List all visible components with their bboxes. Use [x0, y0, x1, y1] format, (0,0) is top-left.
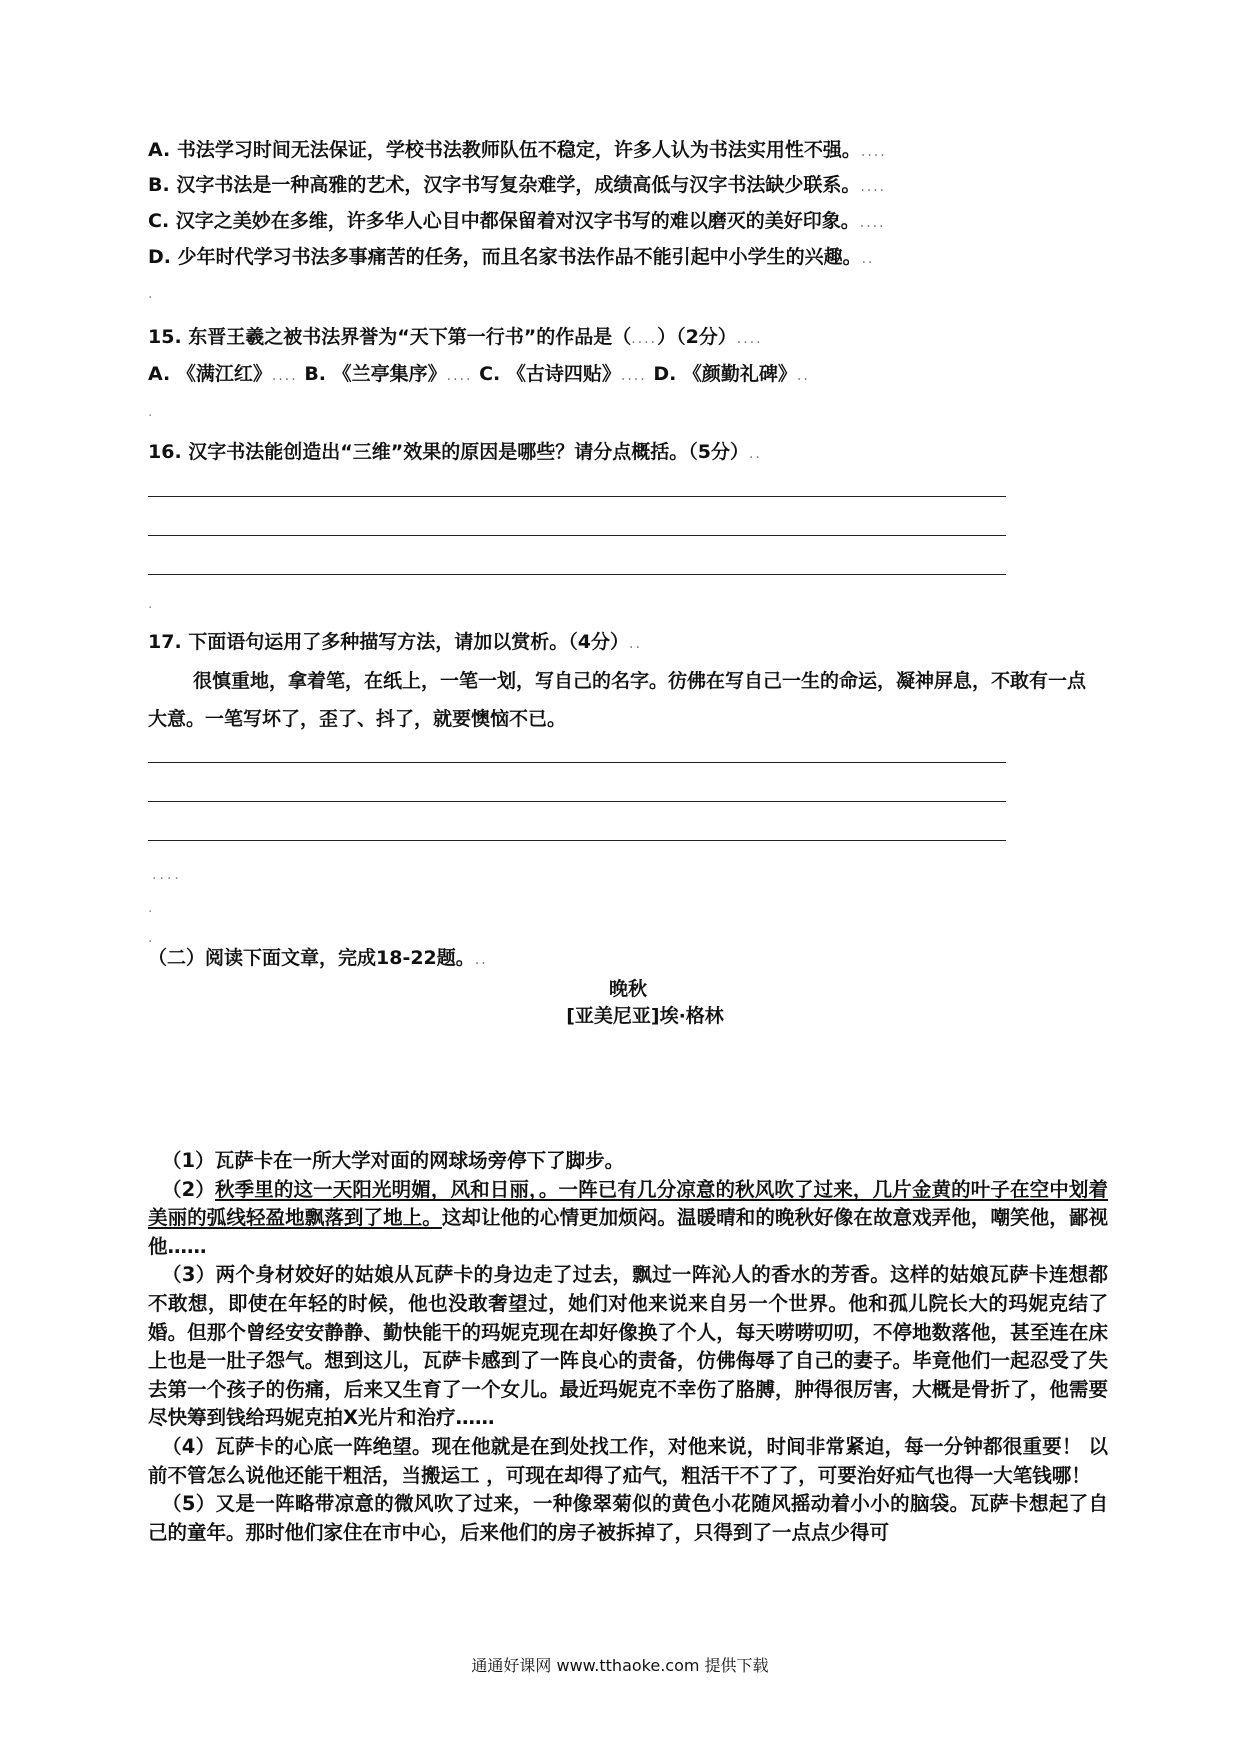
q16-answer-line-1[interactable]: [148, 496, 1006, 497]
q15-option-c: C. 《古诗四贴》....: [479, 363, 647, 385]
article-title: 晚秋: [608, 978, 647, 1000]
article-body: [148, 1147, 1108, 1547]
trail-dots: ..: [861, 251, 875, 267]
trail-dots: ....: [859, 215, 886, 231]
article-paragraph-4: （4）瓦萨卡的心底一阵绝望。现在他就是在到处找工作，对他来说，时间非常紧迫，每一分钟都很重要！ 以前不管怎么说他还能干粗活，当搬运工 ，可现在却得了疝气，粗活干不了了，可要治好疝气也得一大笔钱哪！: [148, 1434, 1108, 1487]
trail-dots: ..: [629, 636, 642, 652]
q14-option-a: A. 书法学习时间无法保证，学校书法教师队伍不稳定，许多人认为书法实用性不强。....: [148, 139, 887, 161]
stray-mark: .: [148, 286, 153, 302]
section-heading: （二）阅读下面文章，完成18-22题。..: [148, 947, 488, 969]
stray-mark: .: [148, 930, 153, 946]
trail-dots: ....: [860, 179, 887, 195]
stray-mark: .: [148, 900, 153, 916]
q15-option-a: A. 《满江红》....: [148, 363, 298, 385]
q15-options: [148, 362, 810, 388]
trail-dots: ....: [860, 144, 887, 160]
footer-source: 通通好课网 www.tthaoke.com 提供下载: [471, 1656, 769, 1675]
q17-passage: 很慎重地，拿着笔，在纸上，一笔一划，写自己的名字。彷佛在写自己一生的命运，凝神屏息，不敢有一点大意。一笔写坏了，歪了、抖了，就要懊恼不已。: [148, 670, 1087, 730]
q14-option-d: D. 少年时代学习书法多事痛苦的任务，而且名家书法作品不能引起中小学生的兴趣。..: [148, 246, 875, 268]
q14-option-c: C. 汉字之美妙在多维，许多华人心目中都保留着对汉字书写的难以磨灭的美好印象。....: [148, 210, 886, 232]
q16-answer-line-2[interactable]: [148, 535, 1006, 536]
stray-mark: .: [148, 404, 153, 420]
q17-answer-line-1[interactable]: [148, 762, 1006, 763]
q15-option-d: D. 《颜勤礼碑》..: [653, 363, 810, 385]
trail-dots: ..: [474, 952, 488, 968]
q17-answer-line-2[interactable]: [148, 801, 1006, 802]
article-paragraph-1: （1）瓦萨卡在一所大学对面的网球场旁停下了脚步。: [162, 1149, 625, 1172]
stray-mark: .: [148, 596, 153, 612]
q15-option-b: B. 《兰亭集序》....: [304, 363, 473, 385]
q16-prompt: 16. 汉字书法能创造出“三维”效果的原因是哪些？请分点概括。（5分）..: [148, 441, 762, 463]
q15-prompt: 15. 东晋王羲之被书法界誉为“天下第一行书”的作品是（....）（2分）....: [148, 326, 763, 348]
trail-dots: ....: [736, 331, 763, 347]
underlined-sentence: 秋季里的这一天阳光明媚，风和日丽，。一阵已有几分凉意的秋风吹了过来，几片金黄的叶子在空中划着美丽的弧线轻盈地飘落到了地上。: [148, 1177, 1108, 1230]
q17-prompt: 17. 下面语句运用了多种描写方法，请加以赏析。（4分）..: [148, 631, 642, 653]
article-author: [亚美尼亚]埃·格林: [566, 1005, 724, 1027]
q17-answer-line-3[interactable]: [148, 840, 1006, 841]
q16-answer-line-3[interactable]: [148, 574, 1006, 575]
article-paragraph-5: （5）又是一阵略带凉意的微风吹了过来，一种像翠菊似的黄色小花随风摇动着小小的脑袋。瓦萨卡想起了自己的童年。那时他们家住在市中心，后来他们的房子被拆掉了，只得到了一点点少得可: [148, 1492, 1108, 1544]
trail-dots: ..: [748, 446, 762, 462]
stray-dots: ....: [152, 867, 182, 883]
answer-blank: ....: [631, 331, 658, 347]
article-paragraph-2: （2）秋季里的这一天阳光明媚，风和日丽，。一阵已有几分凉意的秋风吹了过来，几片金黄的叶子在空中划着美丽的弧线轻盈地飘落到了地上。这却让他的心情更加烦闷。温暖晴和的晚秋好像在故意戏弄他，嘲笑他，鄙视他……: [148, 1177, 1108, 1258]
q14-option-b: B. 汉字书法是一种高雅的艺术，汉字书写复杂难学，成绩高低与汉字书法缺少联系。....: [148, 174, 887, 196]
article-paragraph-3: （3）两个身材姣好的姑娘从瓦萨卡的身边走了过去，飘过一阵沁人的香水的芳香。这样的姑娘瓦萨卡连想都不敢想，即使在年轻的时候，他也没敢奢望过，她们对他来说来自另一个世界。他和孤儿院长大的玛妮克结了婚。但那个曾经安安静静、勤快能干的玛妮克现在却好像换了个人，每天唠唠叨叨，不停地数落他，甚至连在床上也是一肚子怨气。想到这儿，瓦萨卡感到了一阵良心的责备，仿佛侮辱了自己的妻子。毕竟他们一起忍受了失去第一个孩子的伤痛，后来又生育了一个女儿。最近玛妮克不幸伤了胳膊，肿得很厉害，大概是骨折了，他需要尽快筹到钱给玛妮克拍X光片和治疗……: [148, 1263, 1108, 1430]
